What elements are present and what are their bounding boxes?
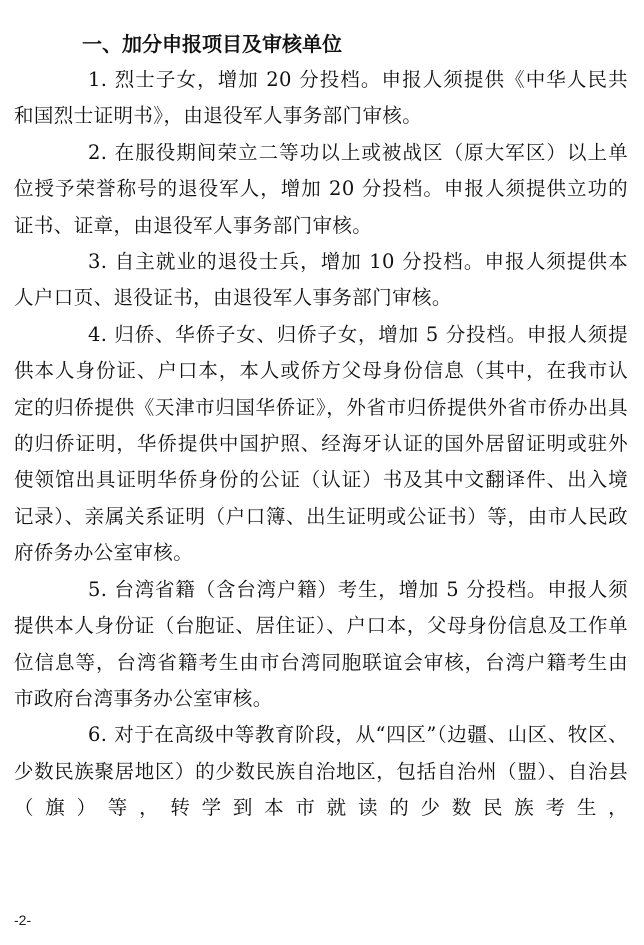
paragraph-item-1: 1. 烈士子女，增加 20 分投档。申报人须提供《中华人民共和国烈士证明书》，由退役军人事务部门审核。 bbox=[14, 68, 628, 128]
paragraph-item-6: 6. 对于在高级中等教育阶段，从“四区”（边疆、山区、牧区、少数民族聚居地区）的少数民族自治地区，包括自治州（盟）、自治县（旗）等，转学到本市就读的少数民族考生， bbox=[14, 723, 628, 820]
document-page bbox=[14, 26, 628, 827]
page-number: -2- bbox=[14, 912, 32, 928]
paragraph-item-3: 3. 自主就业的退役士兵，增加 10 分投档。申报人须提供本人户口页、退役证书，由退役军人事务部门审核。 bbox=[14, 250, 628, 310]
paragraph-item-5: 5. 台湾省籍（含台湾户籍）考生，增加 5 分投档。申报人须提供本人身份证（台胞证、居住证）、户口本，父母身份信息及工作单位信息等，台湾省籍考生由市台湾同胞联谊会审核，台湾户籍考生由市政府台湾事务办公室审核。 bbox=[14, 577, 628, 710]
section-heading: 一、加分申报项目及审核单位 bbox=[82, 32, 342, 56]
paragraph-item-2: 2. 在服役期间荣立二等功以上或被战区（原大军区）以上单位授予荣誉称号的退役军人，增加 20 分投档。申报人须提供立功的证书、证章，由退役军人事务部门审核。 bbox=[14, 140, 628, 237]
paragraph-item-4: 4. 归侨、华侨子女、归侨子女，增加 5 分投档。申报人须提供本人身份证、户口本，本人或侨方父母身份信息（其中，在我市认定的归侨提供《天津市归国华侨证》，外省市归侨提供外省市侨办出具的归侨证明，华侨提供中国护照、经海牙认证的国外居留证明或驻外使领馆出具证明华侨身份的公证（认证）书及其中文翻译件、出入境记录）、亲属关系证明（户口簿、出生证明或公证书）等，由市人民政府侨务办公室审核。 bbox=[14, 322, 628, 565]
